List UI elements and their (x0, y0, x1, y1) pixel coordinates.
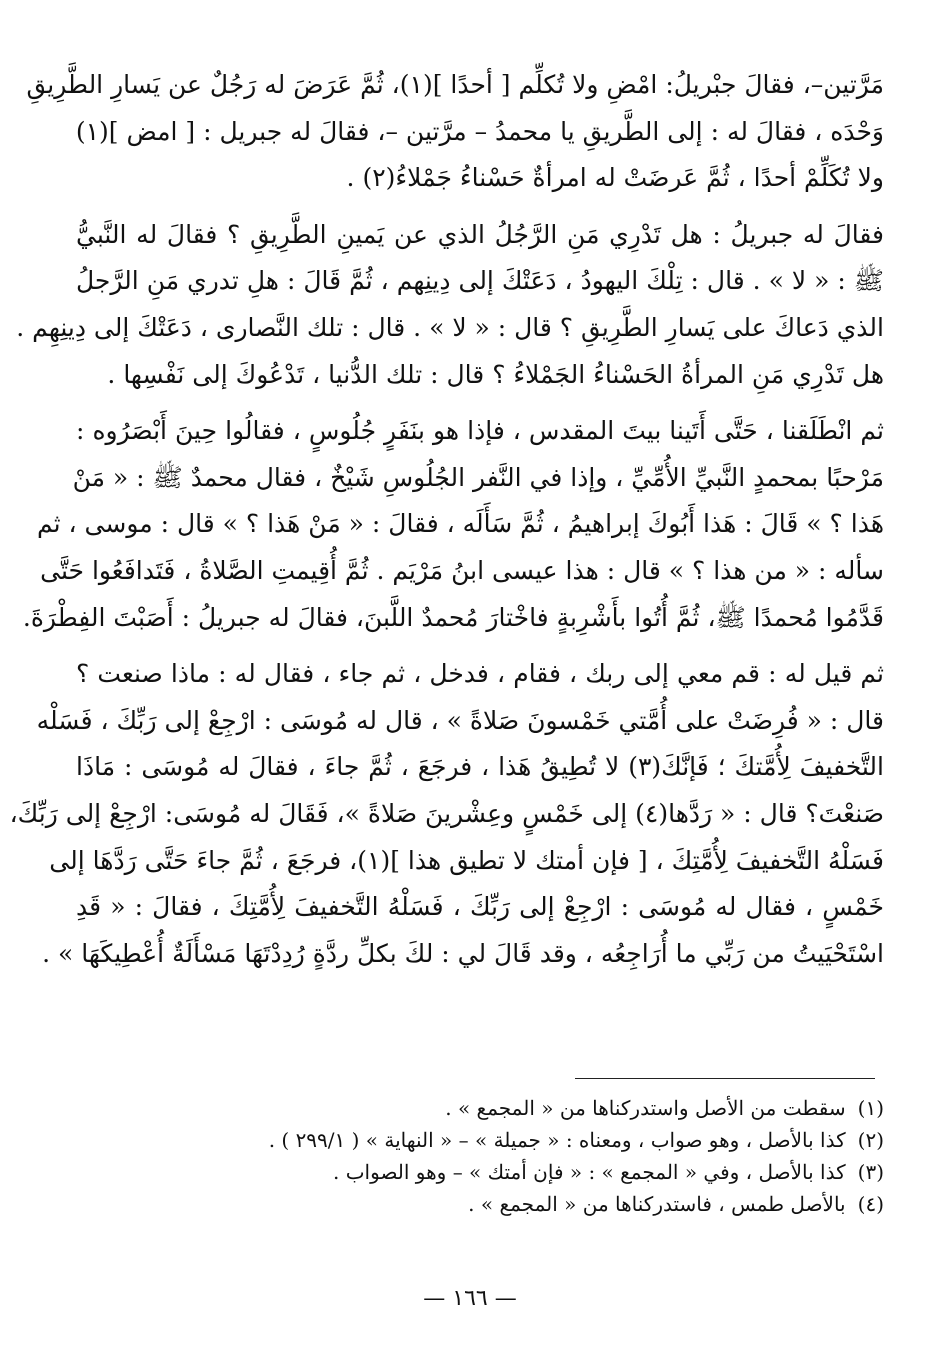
paragraph (26, 62, 884, 202)
text-line: ولا تُكَلِّمْ أحدًا ، ثُمَّ عَرضَتْ له امرأةٌ حَسْناءُ جَمْلاءُ(٢) . (346, 163, 884, 193)
page-number: — ١٦٦ — (423, 1286, 517, 1311)
footnote-number: (١) (857, 1096, 884, 1120)
paragraph (16, 212, 884, 398)
footnote-number: (٣) (857, 1160, 884, 1184)
text-line: وَحْدَه ، فقالَ له : إلى الطَّريقِ يا محمدُ – مرَّتين –، فقالَ له جبريل : [ امض ](١) (75, 116, 884, 146)
text-line: الذي دَعاكَ على يَسارِ الطَّرِيقِ ؟ قال : « لا » . قال : تلك النَّصارى ، دَعَتْكَ إلى دِينِهِم . (16, 312, 884, 342)
text-line: التَّخفيفَ لِأُمَّتكَ ؛ فَإنَّكَ(٣) لا تُطِيقُ هَذا ، فرجَعَ ، ثُمَّ جاءَ ، فقالَ له مُوسَى : مَاذَا (76, 752, 884, 782)
paragraph (22, 408, 884, 641)
footnote-text: سقطت من الأصل واستدركناها من « المجمع » . (445, 1096, 846, 1120)
text-line: ثم قيل له : قم معي إلى ربك ، فقام ، فدخل ، ثم جاء ، فقال له : ماذا صنعت ؟ (76, 659, 884, 689)
text-line: اسْتَحْيَيتُ من رَبِّي ما أُرَاجِعُه ، وقد قَالَ لي : لكَ بكلِّ ردَّةٍ رُدِدْتَهَا مَسْأَلَةٌ أُعْطِيكَهَا » . (42, 938, 884, 968)
text-line: صَنعْتَ؟ قال : « رَدَّها(٤) إلى خَمْسٍ وعِشْرينَ صَلاةً »، فَقَالَ له مُوسَى: ارْجِعْ إلى رَبِّكَ، (9, 798, 884, 828)
text-line: فقالَ له جبريلُ : هل تَدْرِي مَنِ الرَّجُلُ الذي عن يَمينِ الطَّرِيقِ ؟ فقالَ له النَّبيُّ (76, 219, 884, 249)
text-line: فَسَلْهُ التَّخفيفَ لِأُمَّتِكَ ، [ فإن أمتك لا تطيق هذا ](١)، فرجَعَ ، ثُمَّ جاءَ حَتَّى رَدَّهَا إلى (49, 845, 884, 875)
footnote-divider (575, 1078, 875, 1079)
footnote (120, 1156, 884, 1188)
footnote-text: بالأصل طمس ، فاستدركناها من « المجمع » . (468, 1192, 846, 1216)
text-line: مَرْحبًا بمحمدٍ النَّبيِّ الأُمِّيِّ ، وإذا في النَّفر الجُلُوسِ شَيْخٌ ، فقال محمدٌ ﷺ : « مَنْ (72, 462, 884, 492)
text-line: ﷺ : « لا » . قال : تِلْكَ اليهودُ ، دَعَتْكَ إلى دِينِهم ، ثُمَّ قَالَ : هلِ تدري مَنِ الرَّجلُ (76, 266, 884, 296)
footnote-number: (٤) (857, 1192, 884, 1216)
footnotes (120, 1092, 884, 1220)
text-line: هل تَدْرِي مَنِ المرأةُ الحَسْناءُ الجَمْلاءُ ؟ قال : تلك الدُّنيا ، تَدْعُوكَ إلى نَفْسِها . (107, 359, 884, 389)
footnote-text: كذا بالأصل ، وهو صواب ، ومعناه : « جميلة » – « النهاية » ( ٢٩٩/١ ) . (268, 1128, 846, 1152)
text-line: سأله : « من هذا ؟ » قال : هذا عيسى ابنُ مَرْيَم . ثُمَّ أُقِيمتِ الصَّلاةُ ، فَتَدافَعُوا حَتَّى (40, 555, 884, 585)
text-line: خَمْسٍ ، فقال له مُوسَى : ارْجِعْ إلى رَبِّكَ ، فَسَلْهُ التَّخفيفَ لِأُمَّتِكَ ، فقالَ : « قَدِ (76, 892, 884, 922)
footnote (120, 1092, 884, 1124)
footnote (120, 1124, 884, 1156)
footnote (120, 1188, 884, 1220)
paragraph (9, 651, 884, 977)
footnote-text: كذا بالأصل ، وفي « المجمع » : « فإن أمتك » – وهو الصواب . (333, 1160, 846, 1184)
text-line: ثم انْطَلَقنا ، حَتَّى أَتَينا بيتَ المقدس ، فإذا هو بنَفَرٍ جُلُوسٍ ، فقالُوا حِينَ أَبْصَرُوه : (76, 416, 884, 446)
text-line: مَرَّتين–، فقالَ جبْريلُ: امْضِ ولا تُكلِّم [ أحدًا ](١)، ثُمَّ عَرَضَ له رَجُلٌ عن يَسارِ الطَّرِيقِ (26, 70, 884, 99)
text-line: قال : « فُرِضَتْ على أُمَّتي خَمْسونَ صَلاةً » ، قال له مُوسَى : ارْجِعْ إلى رَبِّكَ ، فَسَلْه (36, 705, 884, 735)
text-line: هَذا ؟ » قَالَ : هَذا أَبُوكَ إبراهيمُ ، ثُمَّ سَأَلَه ، فقالَ : « مَنْ هَذا ؟ » قال : موسى ، ثم (37, 509, 884, 539)
main-text (9, 62, 884, 987)
text-line: قَدَّمُوا مُحمدًا ﷺ، ثُمَّ أُتُوا بأَشْرِبةٍ فاخْتارَ مُحمدٌ اللَّبنَ، فقالَ له جبريلُ : أَصَبْتَ الفِطْرَةَ. (22, 602, 884, 632)
footnote-number: (٢) (857, 1128, 884, 1152)
